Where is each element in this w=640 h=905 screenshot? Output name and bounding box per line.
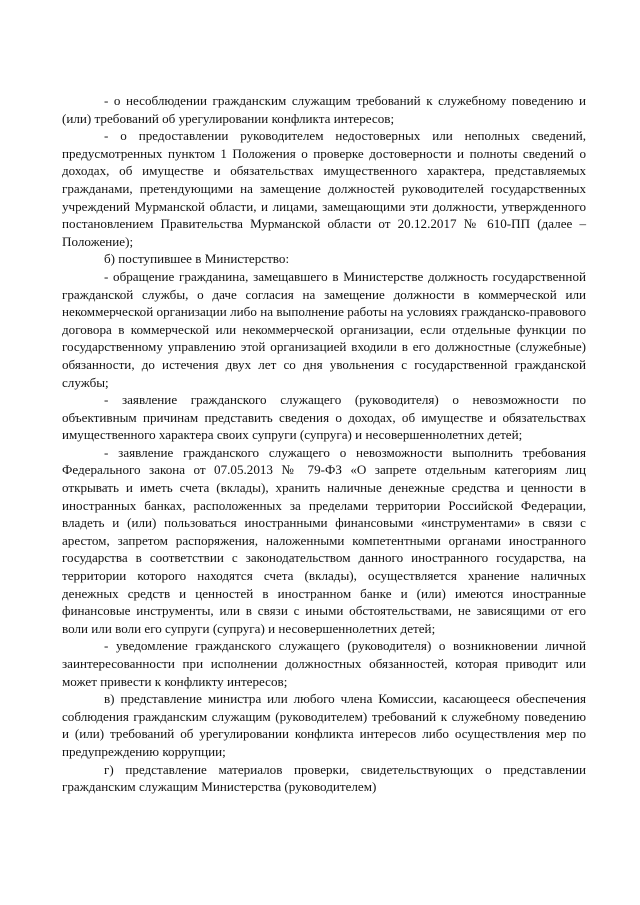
- paragraph-foreign-accounts: - заявление гражданского служащего о невозможности выполнить требования Федерального закона от 07.05.2013 № 79-ФЗ «О запрете отдельным категориям лиц открывать и иметь счета (вклады), хранить наличные денежные средства и ценности в иностранных банках, расположенных за пределами территории Российской Федерации, владеть и (или) пользоваться иностранными финансовыми «инструментами» в связи с арестом, запретом распоряжения, наложенными компетентными органами иностранного государства в соответствии с законодательством данного иностранного государства, на территории которого находятся счета (вклады), осуществляется хранение наличных денежных средств и ценностей в иностранном банке и (или) имеются иностранные финансовые инструменты, или в связи с иными обстоятельствами, не зависящими от его воли или воли его супруги (супруга) и несовершеннолетних детей;: [62, 444, 586, 636]
- paragraph-minister-submission: в) представление министра или любого члена Комиссии, касающееся обеспечения соблюдения гражданским служащим (руководителем) требований к служебному поведению и (или) требований об урегулировании конфликта интересов либо осуществления мер по предупреждению коррупции;: [62, 691, 586, 759]
- paragraph-noncompliance: - о несоблюдении гражданским служащим требований к служебному поведению и (или) требований об урегулировании конфликта интересов;: [62, 93, 586, 126]
- paragraph-conflict-notice: - уведомление гражданского служащего (руководителя) о возникновении личной заинтересованности при исполнении должностных обязанностей, которая приводит или может привести к конфликту интересов;: [62, 638, 586, 689]
- paragraph-citizen-appeal: - обращение гражданина, замещавшего в Министерстве должность государственной гражданской службы, о даче согласия на замещение должности в коммерческой или некоммерческой организации либо на выполнение работы на условиях гражданско-правового договора в коммерческой или некоммерческой организации, если отдельные функции по государственному управлению этой организацией входили в его должностные (служебные) обязанности, до истечения двух лет со дня увольнения с государственной гражданской службы;: [62, 268, 586, 390]
- paragraph-income-statement: - заявление гражданского служащего (руководителя) о невозможности по объективным причинам представить сведения о доходах, об имуществе и обязательствах имущественного характера своих супруги (супруга) и несовершеннолетних детей;: [62, 392, 586, 443]
- paragraph-audit-materials: г) представление материалов проверки, свидетельствующих о представлении гражданским служащим Министерства (руководителем): [62, 761, 586, 795]
- paragraph-received-heading: б) поступившее в Министерство:: [104, 251, 290, 267]
- paragraph-false-information: - о предоставлении руководителем недостоверных или неполных сведений, предусмотренных пунктом 1 Положения о проверке достоверности и полноты сведений о доходах, об имуществе и обязательствах имущественного характера, представляемых гражданами, претендующими на замещение должностей руководителей государственных учреждений Мурманской области, и лицами, замещающими эти должности, утвержденного постановлением Правительства Мурманской области от 20.12.2017 № 610-ПП (далее – Положение);: [62, 128, 586, 249]
